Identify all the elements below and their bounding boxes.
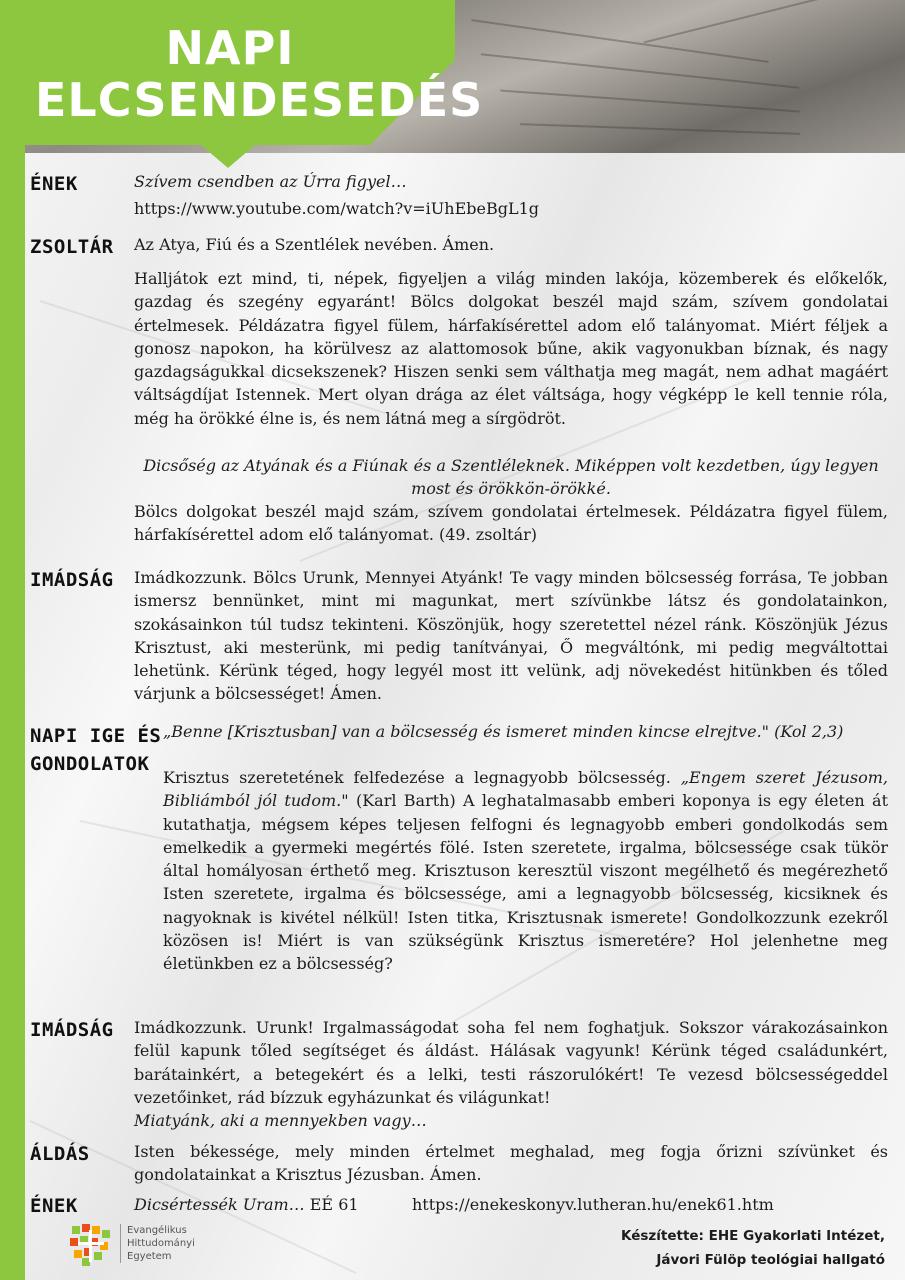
university-logo-icon — [68, 1222, 114, 1268]
lords-prayer: Miatyánk, aki a mennyekben vagy… — [134, 1111, 427, 1130]
prayer-body: Imádkozzunk. Bölcs Urunk, Mennyei Atyánk! Te vagy minden bölcsesség forrása, Te jobban ismersz bennünket, mint mi magunkat, mert szívünkbe látsz és gondolatainkon, szokásainkon túl tudsz tekinteni. Köszönjük, hogy szeretettel nézel ránk. Köszönjük Jézus Krisztust, aki mesterünk, mi pedig tanítványai, Ő megváltónk, mi pedig megváltottai lehetünk. Kérünk téged, hogy legyél most itt velünk, adj növekedést hitünkben és tőled várjunk a bölcsességet! Ámen. — [134, 568, 888, 704]
section-heading-enek-2: ÉNEK — [30, 1195, 78, 1217]
song-link[interactable]: https://www.youtube.com/watch?v=iUhEbeBgL1g — [134, 199, 540, 218]
closing-song: Dicsértessék Uram… EÉ 61 — [134, 1195, 359, 1214]
song-title: Szívem csendben az Úrra figyel… — [134, 172, 407, 191]
section-heading-imadsag-2: IMÁDSÁG — [30, 1019, 114, 1041]
author-credit: Készítette: EHE Gyakorlati Intézet, Jávori Fülöp teológiai hallgató — [620, 1228, 885, 1268]
daily-verse: „Benne [Krisztusban] van a bölcsesség és ismeret minden kincse elrejtve." (Kol 2,3) — [163, 722, 844, 741]
section-heading-imadsag: IMÁDSÁG — [30, 569, 114, 591]
closing-song-link[interactable]: https://enekeskonyv.lutheran.hu/enek61.htm — [412, 1195, 774, 1214]
barth-quote: „Engem szeret Jézusom, Bibliámból jól tudom." — [163, 768, 889, 811]
section-heading-aldas: ÁLDÁS — [30, 1143, 90, 1165]
blessing-body: Isten békessége, mely minden értelmet meghalad, meg fogja őrizni szívünket és gondolatainkat a Krisztus Jézusban. Ámen. — [134, 1142, 888, 1185]
university-name: Evangélikus Hittudományi Egyetem — [120, 1224, 195, 1263]
section-heading-zsoltar: ZSOLTÁR — [30, 236, 114, 258]
page-title: NAPI ELCSENDESEDÉS — [35, 21, 484, 127]
section-heading-ige: NAPI IGE ÉS GONDOLATOK — [30, 725, 162, 775]
psalm-doxology: Dicsőség az Atyának és a Fiúnak és a Szentléleknek. Miképpen volt kezdetben, úgy legyen most és örökkön-örökké. — [143, 456, 879, 499]
psalm-body: Halljátok ezt mind, ti, népek, figyeljen a világ minden lakója, közemberek és előkelők, gazdag és szegény egyaránt! Bölcs dolgokat beszél majd szám, szívem gondolatai értelmesek. Példázatra figyel fülem, hárfakísérettel adom elő talányomat. Miért féljek a gonosz napokon, ha körülvesz az alattomosok bűne, akik vagyonukban bíznak, és nagy gazdagságukkal dicsekszenek? Hiszen senki sem válthatja meg magát, nem adhat magáért váltságdíjat Istennek. Mert olyan drága az élet váltsága, hogy végképp le kell tennie róla, még ha örökké élne is, és nem látná meg a sírgödröt. — [134, 269, 888, 428]
left-accent-bar — [0, 0, 25, 1280]
reflection-body: Krisztus szeretetének felfedezése a legnagyobb bölcsesség. „Engem szeret Jézusom, Bibliámból jól tudom." (Karl Barth) A leghatalmasabb emberi koponya is egy életen át kutathatja, mégsem képes teljesen felfogni és legnagyobb emberi gondolkodás sem emelkedik a gyermeki megértés fölé. Isten szeretete, irgalma, bölcsessége csak tükör által homályosan érthető meg. Krisztuson keresztül viszont megélhető és megérezhető Isten szeretete, irgalma és bölcsessége, ami a legnagyobb bölcsesség, kicsiknek és nagyoknak is kivétel nélkül! Isten titka, Krisztusnak ismerete! Gondolkozzunk ezekről közösen is! Miért is van szükségünk Krisztus ismeretére? Hol jelenhetne meg életünkben ez a bölcsesség? — [163, 768, 889, 974]
prayer-body-2: Imádkozzunk. Urunk! Irgalmasságodat soha fel nem foghatjuk. Sokszor várakozásainkon felül kapunk tőled segítséget és áldást. Hálásak vagyunk! Kérünk téged családunkért, barátainkért, a betegekért és a lelki, testi rászorulókért! Te vezesd bölcsességeddel vezetőinket, rád bízzuk egyházunkat és világunkat! — [134, 1018, 888, 1107]
section-heading-enek: ÉNEK — [30, 173, 78, 195]
psalm-opening: Az Atya, Fiú és a Szentlélek nevében. Ámen. — [134, 235, 495, 254]
psalm-closing: Bölcs dolgokat beszél majd szám, szívem gondolatai értelmesek. Példázatra figyel fülem, hárfakísérettel adom elő talányomat. (49. zsoltár) — [134, 502, 888, 545]
